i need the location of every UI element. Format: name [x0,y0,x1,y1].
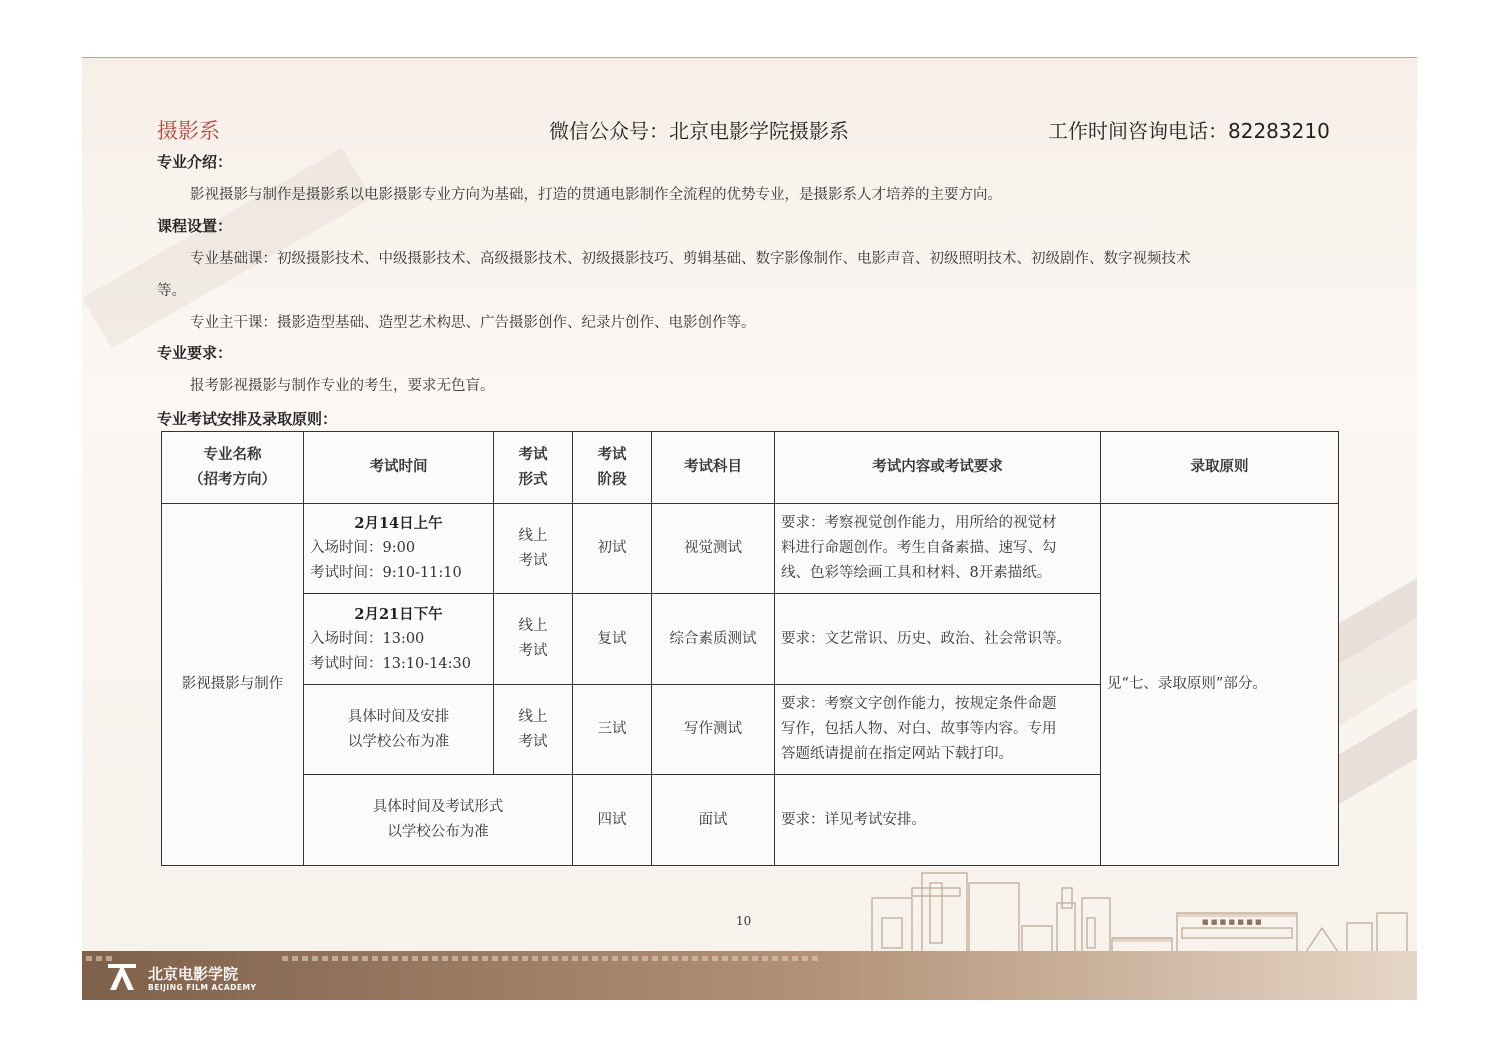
exam-form-cell: 线上 考试 [494,594,573,685]
page-number: 10 [736,914,752,928]
header-form: 考试 形式 [494,432,573,504]
exam-stage-cell: 四试 [573,775,652,866]
requirements-text: 报考影视摄影与制作专业的考生，要求无色盲。 [190,378,495,394]
department-name: 摄影系 [157,119,220,143]
logo-chinese-name: 北京电影学院 [148,965,239,983]
exam-time-cell: 2月21日下午 入场时间：13:00 考试时间：13:10-14:30 [304,594,494,685]
header-admission: 录取原则 [1101,432,1339,504]
exam-subject-cell: 写作测试 [652,685,775,775]
document-page [82,57,1417,1000]
svg-text:■ ■ ■ ■ ■ ■ ■: ■ ■ ■ ■ ■ ■ ■ [1202,918,1262,926]
exam-content-cell: 要求：文艺常识、历史、政治、社会常识等。 [775,594,1101,685]
major-cell: 影视摄影与制作 [162,504,304,866]
exam-stage-cell: 复试 [573,594,652,685]
table-header-row [162,432,1339,504]
exam-subject-cell: 综合素质测试 [652,594,775,685]
table-row [162,504,1339,594]
city-skyline-illustration [872,873,1407,958]
exam-time-cell: 具体时间及考试形式 以学校公布为准 [304,775,573,866]
logo-english-name: BEIJING FILM ACADEMY [148,983,257,992]
courses-heading: 课程设置： [157,217,233,235]
requirements-heading: 专业要求： [157,344,233,362]
header-content: 考试内容或考试要求 [775,432,1101,504]
header-subject: 考试科目 [652,432,775,504]
exam-content-cell: 要求：考察文字创作能力，按规定条件命题 写作，包括人物、对白、故事等内容。专用 答题纸请提前在指定网站下载打印。 [775,685,1101,775]
main-courses: 专业主干课：摄影造型基础、造型艺术构思、广告摄影创作、纪录片创作、电影创作等。 [190,315,756,331]
wechat-account: 微信公众号：北京电影学院摄影系 [549,119,849,143]
basic-courses-line1: 专业基础课：初级摄影技术、中级摄影技术、高级摄影技术、初级摄影技巧、剪辑基础、数字影像制作、电影声音、初级照明技术、初级剧作、数字视频技术 [190,251,1191,267]
exam-content-cell: 要求：详见考试安排。 [775,775,1101,866]
exam-form-cell: 线上 考试 [494,504,573,594]
intro-heading: 专业介绍： [157,153,233,171]
header-stage: 考试 阶段 [573,432,652,504]
exam-stage-cell: 三试 [573,685,652,775]
exam-schedule-table [161,431,1339,866]
exam-content-cell: 要求：考察视觉创作能力，用所给的视觉材 料进行命题创作。考生自备素描、速写、勾 线、色彩等绘画工具和材料、8开素描纸。 [775,504,1101,594]
basic-courses-line2: 等。 [157,283,186,299]
exam-subject-cell: 视觉测试 [652,504,775,594]
header-time: 考试时间 [304,432,494,504]
exam-stage-cell: 初试 [573,504,652,594]
exam-form-cell: 线上 考试 [494,685,573,775]
intro-text: 影视摄影与制作是摄影系以电影摄影专业方向为基础，打造的贯通电影制作全流程的优势专业，是摄影系人才培养的主要方向。 [190,187,1002,203]
exam-arrangement-heading: 专业考试安排及录取原则： [157,410,338,428]
header-major: 专业名称 （招考方向） [162,432,304,504]
consult-phone: 工作时间咨询电话：82283210 [1048,119,1330,143]
exam-time-cell: 2月14日上午 入场时间：9:00 考试时间：9:10-11:10 [304,504,494,594]
admission-cell: 见“七、录取原则”部分。 [1101,504,1339,866]
exam-time-cell: 具体时间及安排 以学校公布为准 [304,685,494,775]
exam-subject-cell: 面试 [652,775,775,866]
